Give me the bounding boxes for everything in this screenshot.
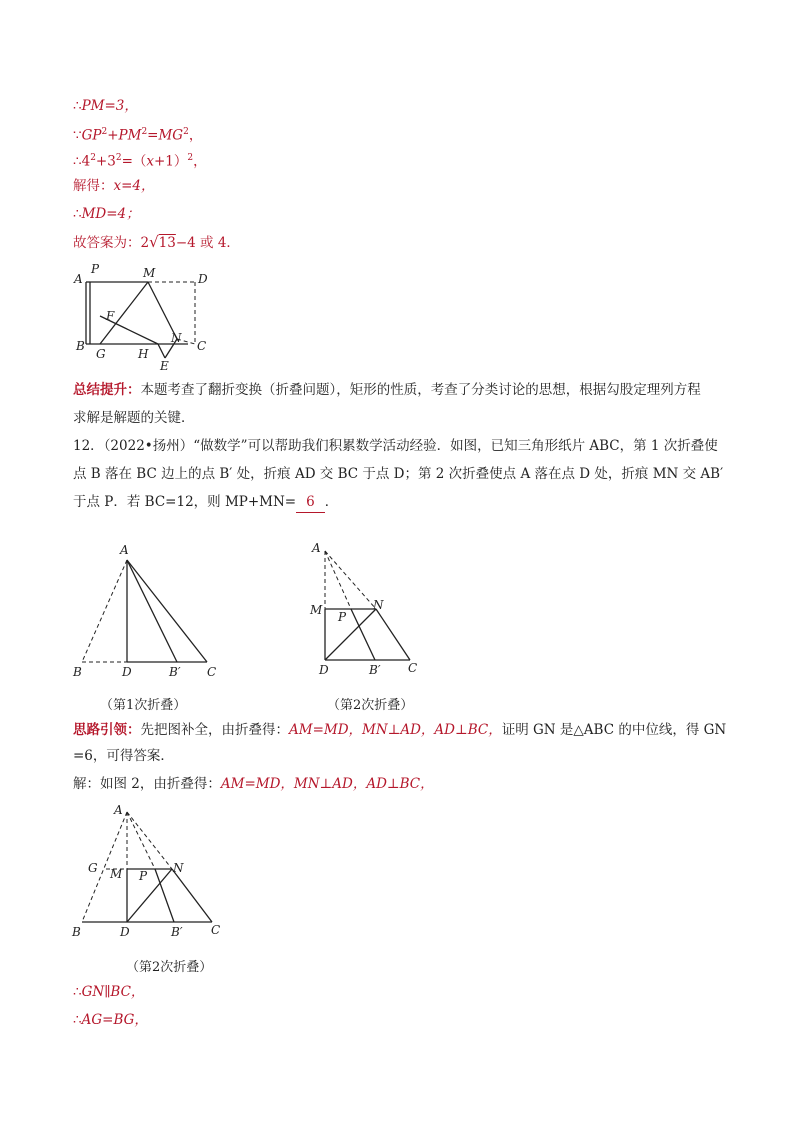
solution-intro: 解：如图 2，由折叠得：AM=MD，MN⊥AD，AD⊥BC，: [73, 776, 434, 792]
solution-line-3: $\therefore 4^2+3^2=(x+1)^2$，: [73, 153, 207, 170]
fig4-label-M: M: [110, 867, 123, 881]
problem-12-line-3: 于点 P．若 BC=12，则 MP+MN= 6 ．: [73, 492, 338, 513]
fig1-label-A: A: [74, 272, 83, 286]
fig1-label-M: M: [143, 266, 156, 280]
fig1-label-C: C: [197, 339, 207, 353]
fig2-label-A: A: [120, 543, 129, 557]
figure-second-fold-caption: （第2次折叠）: [327, 698, 414, 713]
figure-first-fold: [70, 540, 240, 690]
figure-second-fold-completed: [70, 800, 240, 950]
fig3-label-C: C: [408, 661, 418, 675]
summary-line-1: 总结提升：本题考查了翻折变换（折叠问题），矩形的性质，考查了分类讨论的思想，根据勾股定理列方程: [73, 382, 701, 398]
problem-12-line-2: 点 B 落在 BC 边上的点 B′ 处，折痕 AD 交 BC 于点 D；第 2 次折叠使点 A 落在点 D 处，折痕 MN 交 AB′: [73, 466, 724, 482]
answer-blank: 6: [296, 492, 325, 513]
solution-line-5: ∴MD=4；: [73, 206, 140, 222]
hint-line-1: 思路引领：先把图补全，由折叠得：AM=MD，MN⊥AD，AD⊥BC，证明 GN 是△ABC 的中位线，得 GN: [73, 722, 727, 738]
solution-line-1: ∴PM=3，: [73, 98, 138, 114]
fig2-label-D: D: [122, 665, 132, 679]
figure-second-fold-completed-caption: （第2次折叠）: [126, 960, 213, 975]
fig4-label-B: B: [72, 925, 81, 939]
fig2-label-C: C: [207, 665, 217, 679]
problem-12-line-1: 12．（2022•扬州）“做数学”可以帮助我们积累数学活动经验．如图，已知三角形纸片 ABC，第 1 次折叠使: [73, 438, 718, 454]
fig1-label-N: N: [171, 331, 182, 345]
fig2-label-B: B: [73, 665, 82, 679]
fig1-label-H: H: [138, 347, 149, 361]
fig1-label-E: E: [160, 359, 169, 373]
figure-second-fold: [305, 538, 435, 688]
figure-rectangle-fold: [70, 258, 230, 378]
summary-line-2: 求解是解题的关键．: [73, 410, 195, 426]
fig4-label-B-prime: B′: [171, 925, 183, 939]
fig4-label-D: D: [120, 925, 130, 939]
fig4-label-A: A: [114, 803, 123, 817]
solution-line-6: 故答案为：2√13−4 或 4．: [73, 233, 240, 251]
fig3-label-A: A: [312, 541, 321, 555]
solution-line-4: 解得：x=4，: [73, 178, 155, 194]
fig3-label-B-prime: B′: [369, 663, 381, 677]
figure-first-fold-caption: （第1次折叠）: [100, 698, 187, 713]
fig3-label-D: D: [319, 663, 329, 677]
fig4-label-P: P: [139, 869, 148, 883]
fig3-label-M: M: [310, 603, 323, 617]
fig1-label-D: D: [198, 272, 208, 286]
fig3-label-P: P: [338, 610, 347, 624]
fig3-label-N: N: [373, 598, 384, 612]
hint-line-2: =6，可得答案．: [73, 748, 174, 764]
fig1-label-F: F: [106, 309, 115, 323]
conclusion-line-1: ∴GN∥BC，: [73, 984, 145, 1000]
fig4-label-C: C: [211, 923, 221, 937]
fig4-label-G: G: [88, 861, 98, 875]
fig2-label-B-prime: B′: [169, 665, 181, 679]
conclusion-line-2: ∴AG=BG，: [73, 1012, 148, 1028]
fig1-label-G: G: [96, 347, 106, 361]
fig4-label-N: N: [173, 861, 184, 875]
fig1-label-B: B: [76, 339, 85, 353]
solution-line-2: $\because GP^2+PM^2=MG^2$，: [73, 127, 203, 144]
fig1-label-P: P: [91, 262, 100, 276]
